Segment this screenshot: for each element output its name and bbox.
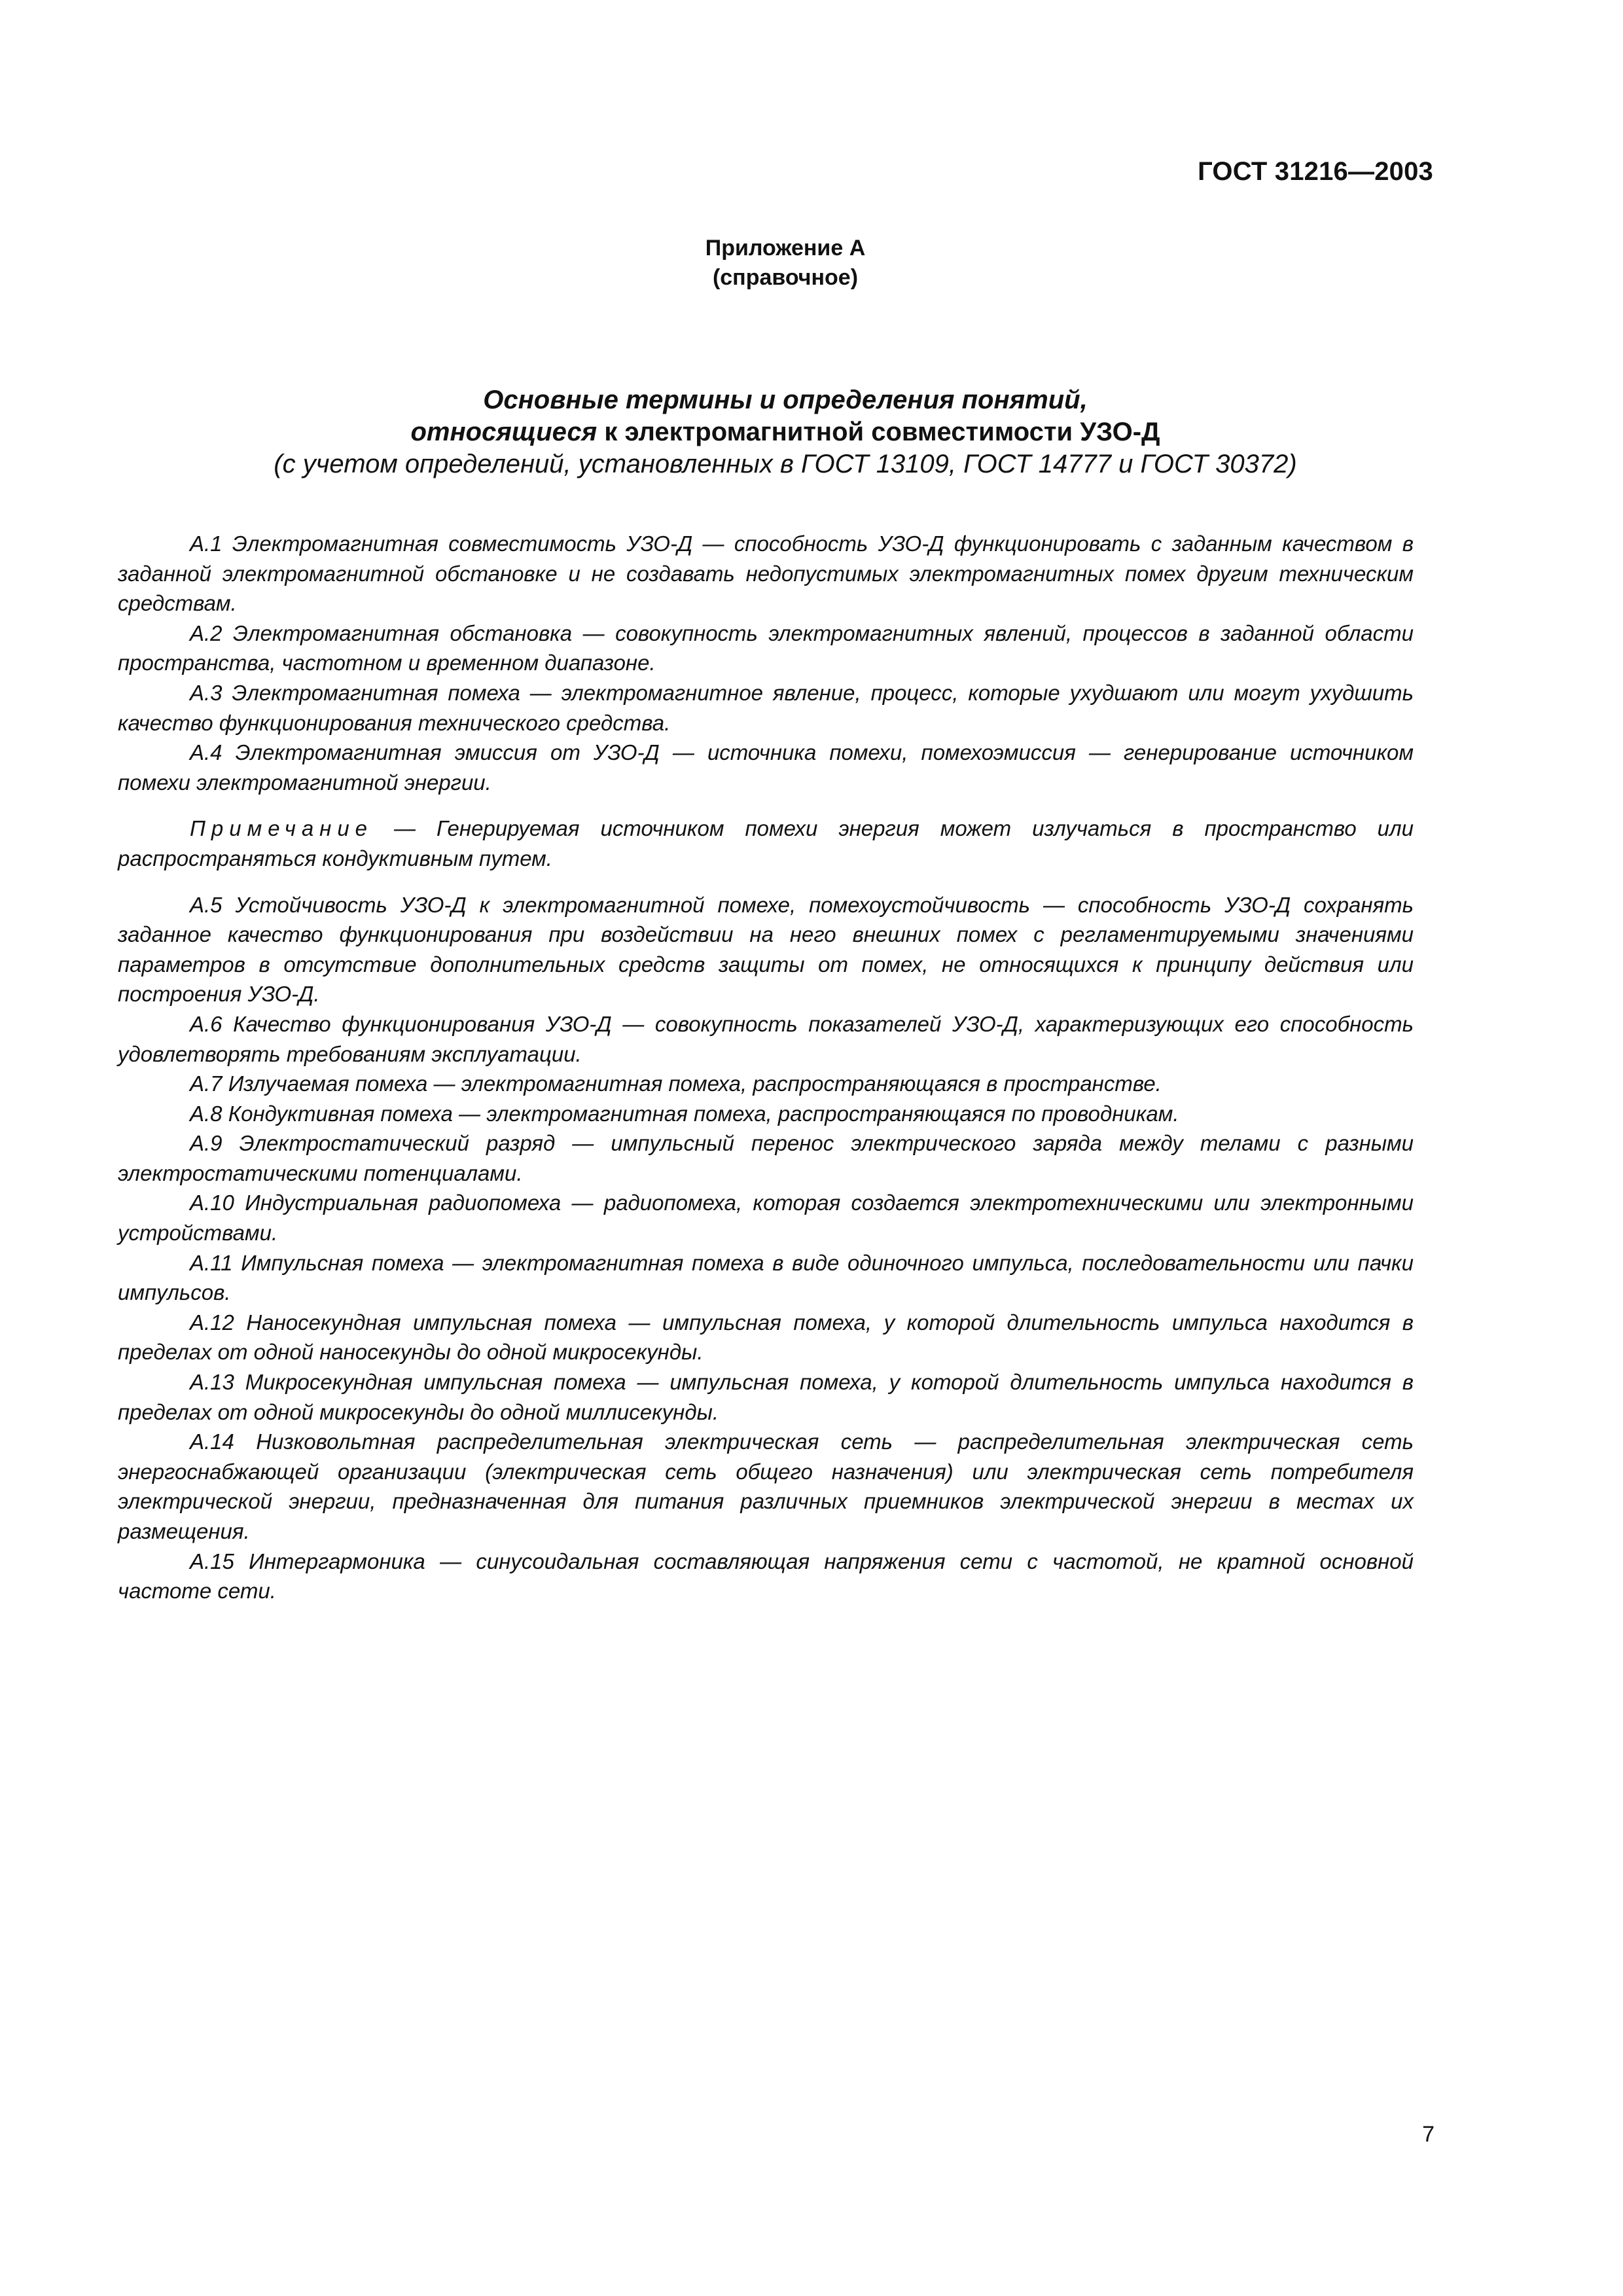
appendix-title: Приложение А xyxy=(705,236,866,260)
definition-paragraph: А.7 Излучаемая помеха — электромагнитная помеха, распространяющаяся в пространстве. xyxy=(190,1071,1162,1096)
definition-paragraph: А.9 Электростатический разряд — импульсный перенос электрического заряда между телами с разными электростатическими потенциалами. xyxy=(118,1131,1414,1185)
definition-paragraph: А.15 Интергармоника — синусоидальная составляющая напряжения сети с частотой, не кратной основной частоте сети. xyxy=(118,1549,1414,1604)
note-text: — Генерируемая источником помехи энергия может излучаться в пространство или распространяться кондуктивным путем. xyxy=(118,816,1414,870)
definition-paragraph: А.14 Низковольтная распределительная электрическая сеть — распределительная электрическая сеть энергоснабжающей организации (электрическая сеть общего назначения) или электрическая сеть потребителя электрической энергии, предназначенная для питания различных приемников электрической энергии в местах их размещения. xyxy=(118,1429,1414,1543)
definition-paragraph: А.8 Кондуктивная помеха — электромагнитная помеха, распространяющаяся по проводникам. xyxy=(190,1101,1179,1126)
note-paragraph xyxy=(118,814,1414,873)
definition-paragraph: А.2 Электромагнитная обстановка — совокупность электромагнитных явлений, процессов в заданной области пространства, частотном и временном диапазоне. xyxy=(118,620,1414,675)
definition-paragraph: А.13 Микросекундная импульсная помеха — импульсная помеха, у которой длительность импульса находится в пределах от одной микросекунды до одной миллисекунды. xyxy=(118,1370,1414,1424)
definition-paragraph: А.6 Качество функционирования УЗО-Д — совокупность показателей УЗО-Д, характеризующих его способность удовлетворять требованиям эксплуатации. xyxy=(118,1011,1414,1066)
title-line-3: (с учетом определений, установленных в ГОСТ 13109, ГОСТ 14777 и ГОСТ 30372) xyxy=(274,450,1297,478)
section-title xyxy=(0,384,1571,480)
title-line-2 xyxy=(0,416,1571,448)
definition-paragraph: А.1 Электромагнитная совместимость УЗО-Д — способность УЗО-Д функционировать с заданным качеством в заданной электромагнитной обстановке и не создавать недопустимых электромагнитных помех другим техническим средствам. xyxy=(118,531,1414,616)
definition-paragraph: А.4 Электромагнитная эмиссия от УЗО-Д — источника помехи, помехоэмиссия — генерирование источником помехи электромагнитной энергии. xyxy=(118,740,1414,795)
title-line-2-rest: к электромагнитной совместимости УЗО-Д xyxy=(597,418,1160,446)
title-line-1: Основные термины и определения понятий, xyxy=(483,386,1088,414)
note-label: Примечание xyxy=(190,816,374,841)
document-code: ГОСТ 31216—2003 xyxy=(1198,157,1433,186)
definition-paragraph: А.10 Индустриальная радиопомеха — радиопомеха, которая создается электротехническими или электронными устройствами. xyxy=(118,1191,1414,1246)
definition-paragraph: А.12 Наносекундная импульсная помеха — импульсная помеха, у которой длительность импульса находится в пределах от одной наносекунды до одной микросекунды. xyxy=(118,1310,1414,1365)
definition-paragraph: А.5 Устойчивость УЗО-Д к электромагнитной помехе, помехоустойчивость — способность УЗО-Д сохранять заданное качество функционирования при воздействии на него внешних помех с регламентируемыми значениями параметров в отсутствие дополнительных средств защиты от помех, не относящихся к принципу действия или построения УЗО-Д. xyxy=(118,892,1414,1007)
definition-paragraph: А.11 Импульсная помеха — электромагнитная помеха в виде одиночного импульса, последовательности или пачки импульсов. xyxy=(118,1250,1414,1305)
appendix-heading xyxy=(0,234,1571,293)
page-number: 7 xyxy=(1422,2122,1435,2147)
appendix-subtitle: (справочное) xyxy=(712,265,859,290)
definition-paragraph: А.3 Электромагнитная помеха — электромагнитное явление, процесс, которые ухудшают или могут ухудшить качество функционирования технического средства. xyxy=(118,680,1414,735)
title-line-2-italic: относящиеся xyxy=(410,418,597,446)
definitions-body xyxy=(118,529,1414,1606)
